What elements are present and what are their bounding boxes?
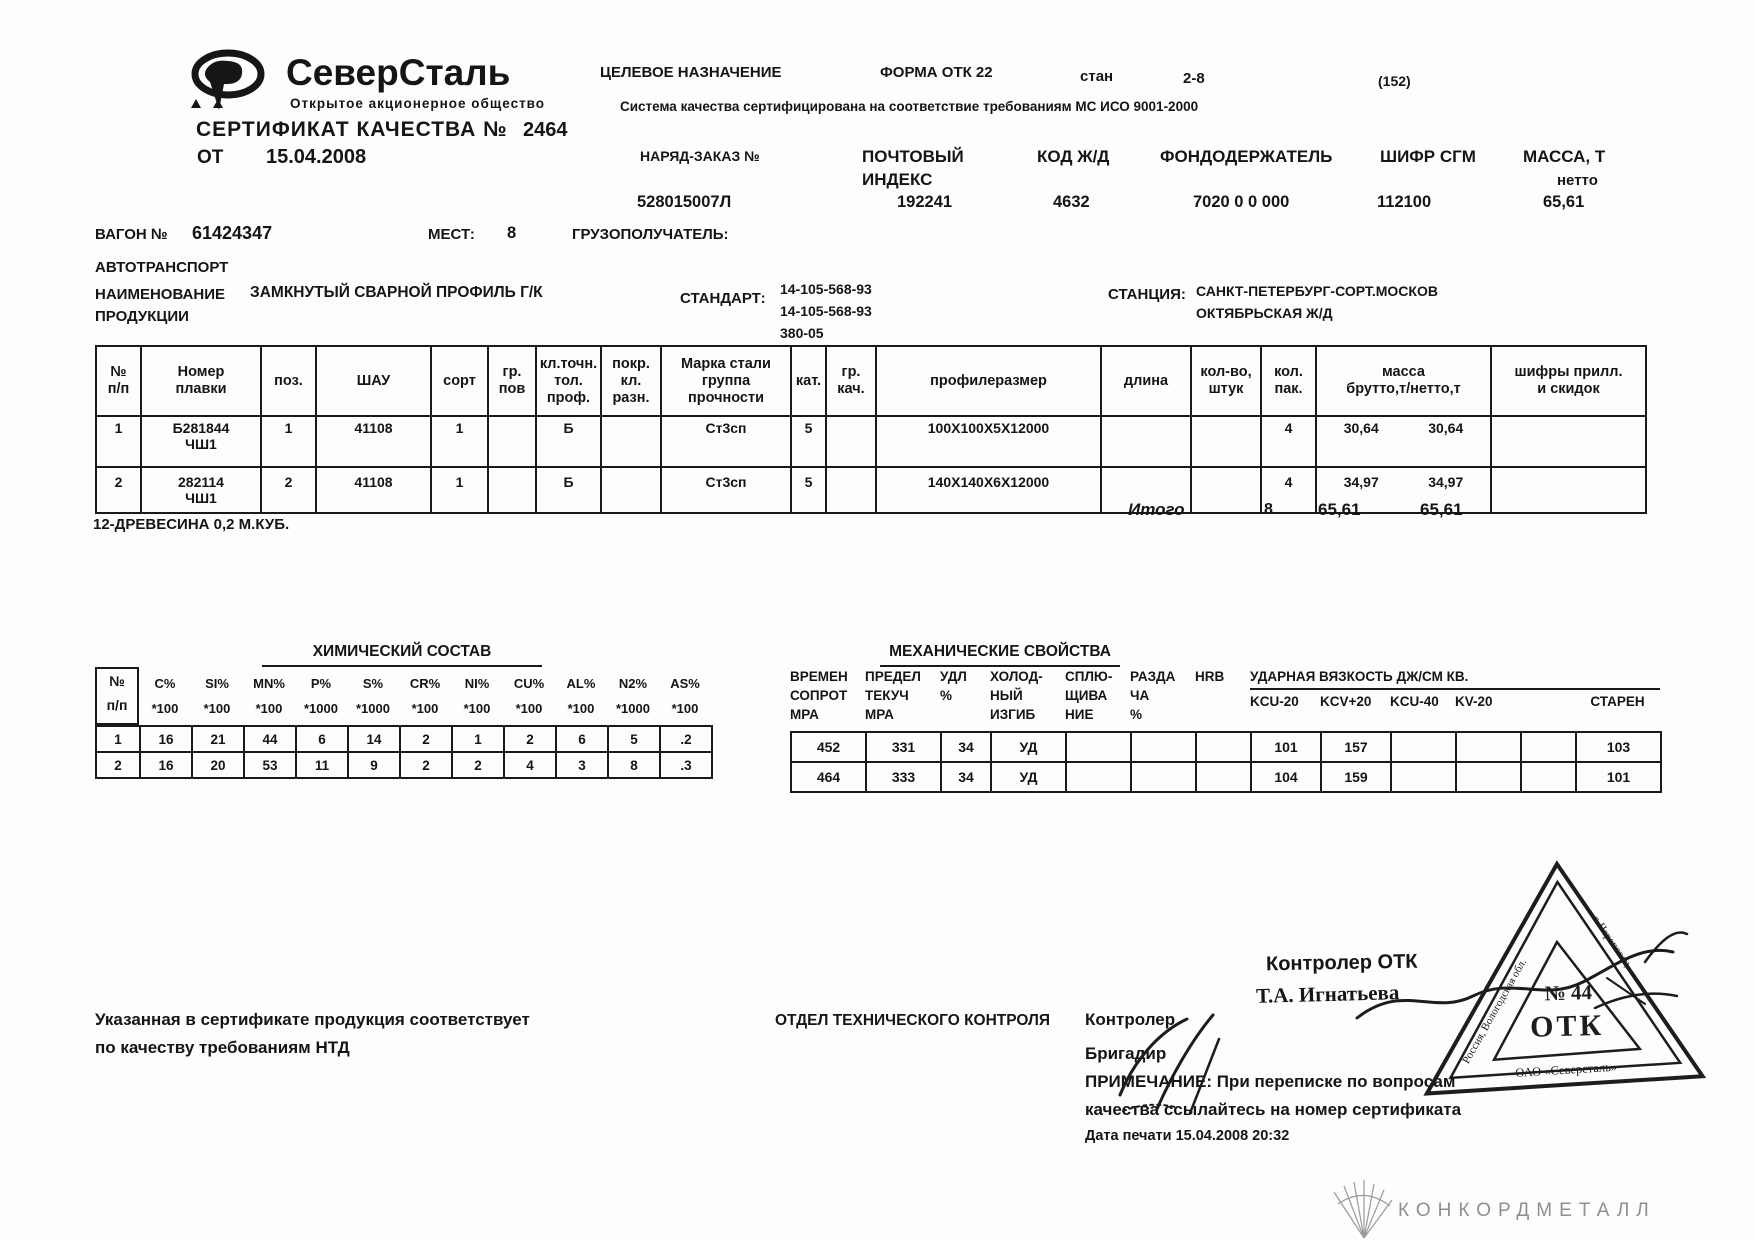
cell-steel: Ст3сп [661, 416, 791, 467]
form-label: ФОРМА ОТК 22 [880, 64, 993, 81]
chem-column-headers: C% *100 SI% *100 MN% *100 P% *1000 S% *1000 CR% *100 NI% *100 CU% *100 AL% *100 N2% *1000 AS% *100 [151, 676, 700, 716]
stamp-org: ОТК [1529, 1008, 1605, 1044]
cell-cat: 5 [791, 467, 826, 513]
cell-profile: 140X140X6X12000 [876, 467, 1101, 513]
cell-no: 2 [96, 467, 141, 513]
stamp-number: № 44 [1544, 980, 1593, 1006]
controller-signature [1095, 995, 1295, 1125]
chemical-table [95, 725, 713, 779]
table-row: 2 16 20 53 11 9 2 2 4 3 8 .3 [96, 752, 712, 778]
impact-group-header: УДАРНАЯ ВЯЗКОСТЬ ДЖ/СМ КВ. KCU-20 KCV+20 KCU-40 KV-20 СТАРЕН [1250, 667, 1660, 724]
wood-note: 12-ДРЕВЕСИНА 0,2 М.КУБ. [93, 516, 290, 533]
product-label-1: НАИМЕНОВАНИЕ [95, 286, 225, 303]
cell-heat: 282114 ЧШ1 [141, 467, 261, 513]
print-date: Дата печати 15.04.2008 20:32 [1085, 1128, 1290, 1144]
wagon-value: 61424347 [192, 223, 273, 243]
cell-shau: 41108 [316, 416, 431, 467]
cell-surf [488, 416, 536, 467]
col-mass: масса брутто,т/нетто,т [1316, 346, 1491, 416]
station-line-2: ОКТЯБРЬСКАЯ Ж/Д [1196, 305, 1333, 321]
controller-label: Контролер [1085, 1010, 1176, 1029]
stamp-edge-right: г. Череповец [1589, 913, 1633, 969]
station-label: СТАНЦИЯ: [1108, 286, 1186, 303]
standard-label: СТАНДАРТ: [680, 290, 766, 307]
total-gross: 65,61 [1318, 500, 1361, 519]
total-net: 65,61 [1420, 500, 1463, 519]
table-row [96, 467, 1646, 513]
stamp-company: ОАО «Северсталь» [1514, 1059, 1618, 1080]
table-row: 452 331 34 УД 101 157 103 [791, 732, 1661, 762]
postal-value: 192241 [897, 193, 953, 211]
otk-stamp [1405, 854, 1711, 1107]
postal-label-2: ИНДЕКС [862, 170, 933, 189]
otk-controller-label: Контролер ОТК [1265, 950, 1418, 976]
severstal-logo-icon [188, 48, 283, 122]
standard-1: 14-105-568-93 [780, 281, 872, 297]
mass-net-label: нетто [1557, 172, 1598, 189]
cell-surf [488, 467, 536, 513]
cipher-label: ШИФР СГМ [1380, 147, 1476, 166]
wagon-label: ВАГОН № [95, 226, 168, 243]
table-row [96, 416, 1646, 467]
standard-3: 380-05 [780, 325, 824, 341]
standard-2: 14-105-568-93 [780, 303, 872, 319]
product-name: ЗАМКНУТЫЙ СВАРНОЙ ПРОФИЛЬ Г/К [250, 284, 543, 301]
fund-holder-label: ФОНДОДЕРЖАТЕЛЬ [1160, 147, 1333, 166]
mass-value: 65,61 [1543, 193, 1585, 211]
cell-coating [601, 416, 661, 467]
heats-table [95, 345, 1647, 514]
cell-mass: 34,97 34,97 [1316, 467, 1491, 513]
cell-pos: 1 [261, 416, 316, 467]
mechanical-title: МЕХАНИЧЕСКИЕ СВОЙСТВА [880, 643, 1120, 667]
cell-quality [826, 467, 876, 513]
col-coating: покр. кл. разн. [601, 346, 661, 416]
compliance-line-1: Указанная в сертификате продукция соответствует [95, 1010, 530, 1029]
consignee-label: ГРУЗОПОЛУЧАТЕЛЬ: [572, 226, 729, 243]
cell-mass: 30,64 30,64 [1316, 416, 1491, 467]
cipher-value: 112100 [1377, 193, 1432, 211]
cell-quality [826, 416, 876, 467]
cell-coating [601, 467, 661, 513]
otk-controller-name: Т.А. Игнатьева [1255, 980, 1400, 1008]
cell-sort: 1 [431, 467, 488, 513]
col-cat: кат. [791, 346, 826, 416]
certificate-number: 2464 [523, 119, 568, 141]
fund-holder-value: 7020 0 0 000 [1193, 193, 1290, 211]
cell-accuracy: Б [536, 467, 601, 513]
brand-org-type: Открытое акционерное общество [290, 96, 546, 111]
cell-no: 1 [96, 416, 141, 467]
col-ciphers: шифры прилл. и скидок [1491, 346, 1646, 416]
mechanical-table [790, 731, 1662, 793]
rail-code-value: 4632 [1053, 193, 1090, 211]
col-quality: гр. кач. [826, 346, 876, 416]
cell-sort: 1 [431, 416, 488, 467]
certificate-title: СЕРТИФИКАТ КАЧЕСТВА № [196, 118, 508, 141]
cell-cat: 5 [791, 416, 826, 467]
chem-no-header: № п/п [95, 667, 139, 725]
cell-packs: 4 [1261, 416, 1316, 467]
places-value: 8 [507, 224, 517, 242]
iso-note: Система качества сертифицирована на соответствие требованиям МС ИСО 9001-2000 [620, 99, 1199, 114]
product-label-2: ПРОДУКЦИИ [95, 308, 189, 325]
mass-label: МАССА, Т [1523, 147, 1606, 166]
mill-label: стан [1080, 68, 1114, 85]
col-accuracy: кл.точн. тол. проф. [536, 346, 601, 416]
cell-accuracy: Б [536, 416, 601, 467]
col-length: длина [1101, 346, 1191, 416]
note-line-1: ПРИМЕЧАНИЕ: При переписке по вопросам [1085, 1072, 1456, 1091]
col-heat: Номер плавки [141, 346, 261, 416]
certificate-date: 15.04.2008 [266, 146, 367, 168]
places-label: МЕСТ: [428, 226, 475, 243]
brigadier-label: Бригадир [1085, 1044, 1167, 1063]
cell-ciphers [1491, 467, 1646, 513]
rail-code-label: КОД Ж/Д [1037, 147, 1110, 166]
station-line-1: САНКТ-ПЕТЕРБУРГ-СОРТ.МОСКОВ [1196, 283, 1438, 299]
stamp-edge-left: Россия, Вологодская обл. [1460, 956, 1530, 1066]
brand-name: СеверСталь [286, 52, 511, 93]
transport-label: АВТОТРАНСПОРТ [95, 259, 229, 276]
order-label: НАРЯД-ЗАКАЗ № [640, 148, 760, 164]
cell-steel: Ст3сп [661, 467, 791, 513]
col-steel: Марка стали группа прочности [661, 346, 791, 416]
table-row: 1 16 21 44 6 14 2 1 2 6 5 .2 [96, 726, 712, 752]
total-packs: 8 [1264, 501, 1273, 518]
table-row: 464 333 34 УД 104 159 101 [791, 762, 1661, 792]
total-label: Итого [1128, 500, 1185, 519]
col-pos: поз. [261, 346, 316, 416]
mech-column-headers: ВРЕМЕН СОПРОТ МРА ПРЕДЕЛ ТЕКУЧ МРА УДЛ % ХОЛОД- НЫЙ ИЗГИБ СПЛЮ- ЩИВА НИЕ РАЗДА ЧА % HRB УДАРНАЯ ВЯЗКОСТЬ ДЖ/СМ КВ. KCU-20 KCV+20 KCU-40 KV-20 СТАРЕН [790, 667, 1660, 724]
col-sort: сорт [431, 346, 488, 416]
col-shau: ШАУ [316, 346, 431, 416]
cell-shau: 41108 [316, 467, 431, 513]
concord-fan-icon [1328, 1178, 1398, 1240]
order-value: 528015007Л [637, 193, 732, 211]
mill-value: 2-8 [1183, 70, 1205, 87]
postal-label-1: ПОЧТОВЫЙ [862, 147, 964, 166]
col-qty: кол-во, штук [1191, 346, 1261, 416]
purpose-label: ЦЕЛЕВОЕ НАЗНАЧЕНИЕ [600, 64, 782, 81]
cell-qty [1191, 467, 1261, 513]
col-profile: профилеразмер [876, 346, 1101, 416]
concordmetal-watermark: КОНКОРДМЕТАЛЛ [1398, 1200, 1656, 1221]
col-no: № п/п [96, 346, 141, 416]
cell-length [1101, 416, 1191, 467]
cell-qty [1191, 416, 1261, 467]
heats-header-row [96, 346, 1646, 416]
cell-pos: 2 [261, 467, 316, 513]
cell-profile: 100X100X5X12000 [876, 416, 1101, 467]
col-surf: гр. пов [488, 346, 536, 416]
sheet-ref: (152) [1378, 73, 1411, 89]
col-packs: кол. пак. [1261, 346, 1316, 416]
chemical-title: ХИМИЧЕСКИЙ СОСТАВ [262, 643, 542, 667]
compliance-line-2: по качеству требованиям НТД [95, 1038, 350, 1057]
cell-heat: Б281844 ЧШ1 [141, 416, 261, 467]
cell-ciphers [1491, 416, 1646, 467]
quality-dept-label: ОТДЕЛ ТЕХНИЧЕСКОГО КОНТРОЛЯ [775, 1012, 1051, 1029]
from-label: ОТ [197, 147, 224, 168]
note-line-2: качества ссылайтесь на номер сертификата [1085, 1100, 1462, 1119]
cell-packs: 4 [1261, 467, 1316, 513]
